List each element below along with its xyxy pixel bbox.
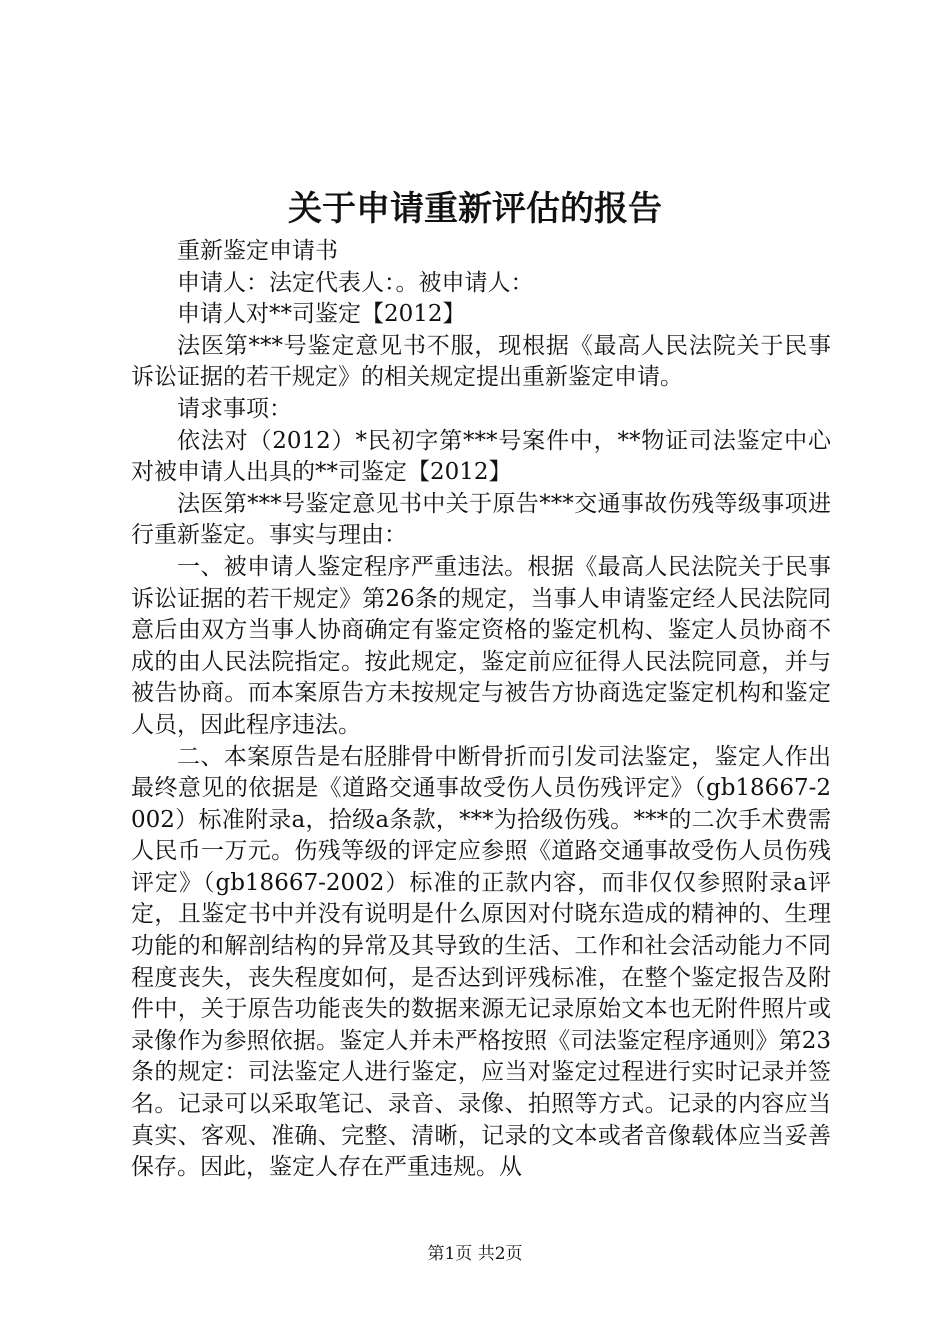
paragraph-request-1: 依法对（2012）*民初字第***号案件中，**物证司法鉴定中心对被申请人出具的**司鉴定【2012】 [131,427,831,486]
paragraph-applicant: 申请人对**司鉴定【2012】 [177,301,466,328]
paragraph-reason-2: 二、本案原告是右胫腓骨中断骨折而引发司法鉴定，鉴定人作出最终意见的依据是《道路交通事故受伤人员伤残评定》（gb18667-2002）标准附录a，拾级a条款，***为拾级伤残。***的二次手术费需人民币一万元。伤残等级的评定应参照《道路交通事故受伤人员伤残评定》（gb18667-2002）标准的正款内容，而非仅仅参照附录a评定，且鉴定书中并没有说明是什么原因对付晓东造成的精神的、生理功能的和解剖结构的异常及其导致的生活、工作和社会活动能力不同程度丧失，丧失程度如何，是否达到评残标准，在整个鉴定报告及附件中，关于原告功能丧失的数据来源无记录原始文本也无附件照片或录像作为参照依据。鉴定人并未严格按照《司法鉴定程序通则》第23条的规定：司法鉴定人进行鉴定，应当对鉴定过程进行实时记录并签名。记录可以采取笔记、录音、录像、拍照等方式。记录的内容应当真实、客观、准确、完整、清晰，记录的文本或者音像载体应当妥善保存。因此，鉴定人存在严重违规。从 [131,743,831,1181]
document-title: 关于申请重新评估的报告 [288,189,662,229]
paragraph-request-2: 法医第***号鉴定意见书中关于原告***交通事故伤残等级事项进行重新鉴定。事实与理由： [131,490,831,549]
document-body [131,236,831,1184]
page-footer: 第1页 共2页 [427,1244,523,1264]
paragraph-parties: 申请人：法定代表人：。被申请人： [177,269,534,296]
paragraph-objection: 法医第***号鉴定意见书不服，现根据《最高人民法院关于民事诉讼证据的若干规定》的相关规定提出重新鉴定申请。 [131,332,831,391]
paragraph-heading: 重新鉴定申请书 [177,238,338,264]
paragraph-reason-1: 一、被申请人鉴定程序严重违法。根据《最高人民法院关于民事诉讼证据的若干规定》第26条的规定，当事人申请鉴定经人民法院同意后由双方当事人协商确定有鉴定资格的鉴定机构、鉴定人员协商不成的由人民法院指定。按此规定，鉴定前应征得人民法院同意，并与被告协商。而本案原告方未按规定与被告方协商选定鉴定机构和鉴定人员，因此程序违法。 [131,553,831,738]
paragraph-request-heading: 请求事项： [177,395,292,422]
